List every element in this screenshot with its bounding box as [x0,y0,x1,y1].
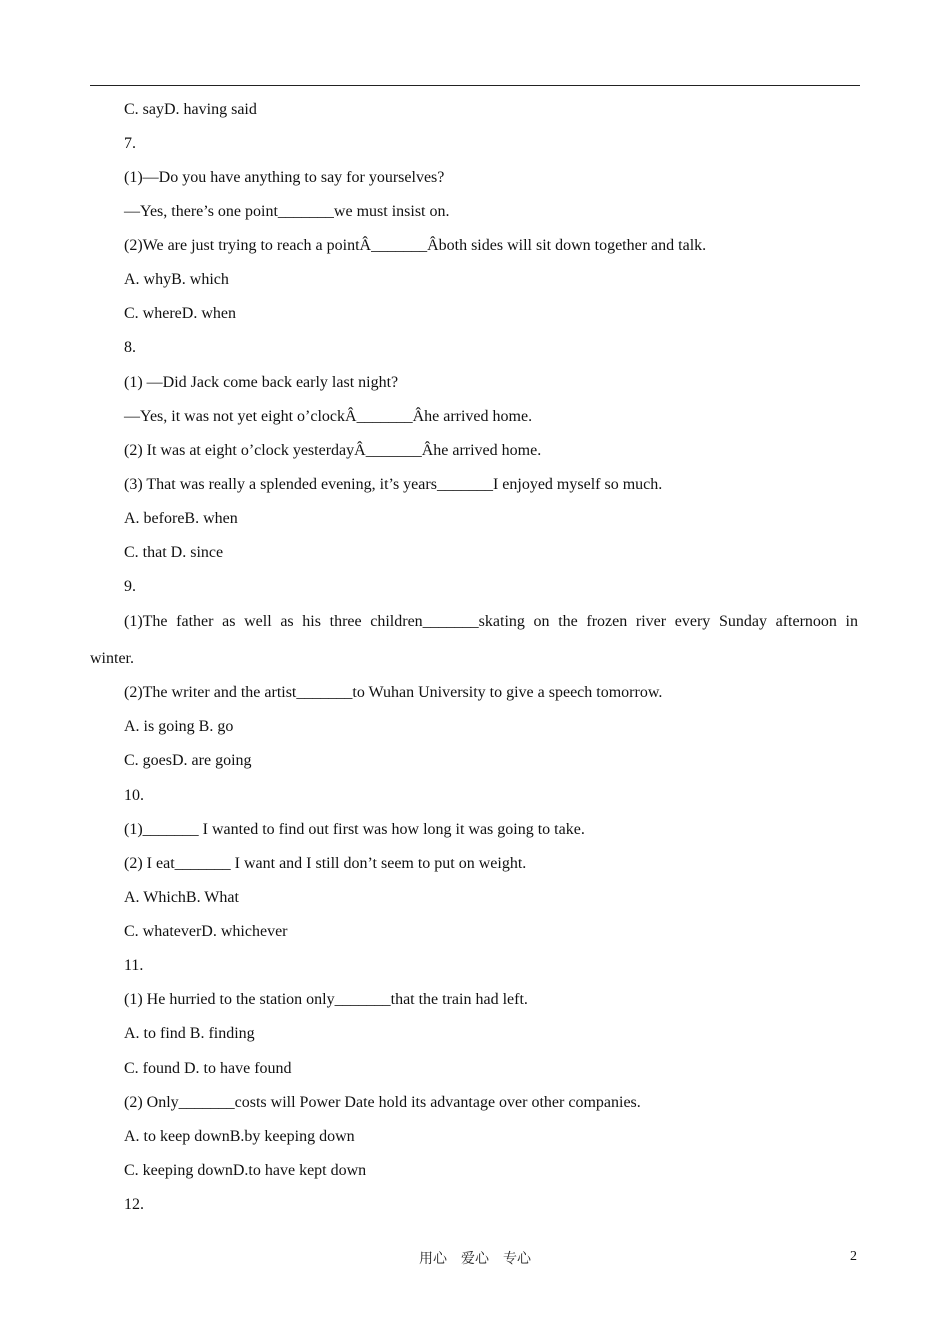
text-line: —Yes, it was not yet eight o’clockÂ_______Âhe arrived home. [124,408,533,425]
answer-options: C. whereD. when [124,305,236,322]
text-line: (1) —Did Jack come back early last night? [124,374,399,391]
answer-options: A. is going B. go [124,718,234,735]
footer-motto: 用心 爱心 专心 [419,1251,531,1267]
text-line: (1)The father as well as his three children_______skating on the frozen river every Sunday afternoon in [124,613,858,630]
text-line: (2)The writer and the artist_______to Wuhan University to give a speech tomorrow. [124,684,663,701]
answer-options: C. that D. since [124,544,224,561]
answer-options: A. whyB. which [124,271,229,288]
text-line: (2)We are just trying to reach a pointÂ_______Âboth sides will sit down together and talk. [124,237,707,254]
question-number: 9. [124,578,136,595]
text-line: (1) He hurried to the station only_______that the train had left. [124,991,528,1008]
text-line: (1)_______ I wanted to find out first was how long it was going to take. [124,821,585,838]
answer-options: A. to keep downB.by keeping down [124,1128,355,1145]
text-line: (2) I eat_______ I want and I still don’t seem to put on weight. [124,855,527,872]
page-number: 2 [850,1249,857,1264]
answer-options: A. beforeB. when [124,510,238,527]
text-line: (3) That was really a splended evening, it’s years_______I enjoyed myself so much. [124,476,663,493]
text-line: C. sayD. having said [124,101,257,118]
question-number: 11. [124,957,144,974]
question-number: 7. [124,135,136,152]
question-number: 10. [124,787,144,804]
answer-options: C. found D. to have found [124,1060,292,1077]
answer-options: A. to find B. finding [124,1025,255,1042]
text-line: (2) It was at eight o’clock yesterdayÂ_______Âhe arrived home. [124,442,542,459]
text-line: winter. [90,650,134,667]
answer-options: C. whateverD. whichever [124,923,288,940]
text-line: (1)—Do you have anything to say for yourselves? [124,169,445,186]
text-line: —Yes, there’s one point_______we must insist on. [124,203,450,220]
question-number: 12. [124,1196,144,1213]
header-rule [90,85,860,86]
question-number: 8. [124,339,136,356]
answer-options: C. goesD. are going [124,752,252,769]
answer-options: A. WhichB. What [124,889,239,906]
answer-options: C. keeping downD.to have kept down [124,1162,367,1179]
text-line: (2) Only_______costs will Power Date hold its advantage over other companies. [124,1094,641,1111]
